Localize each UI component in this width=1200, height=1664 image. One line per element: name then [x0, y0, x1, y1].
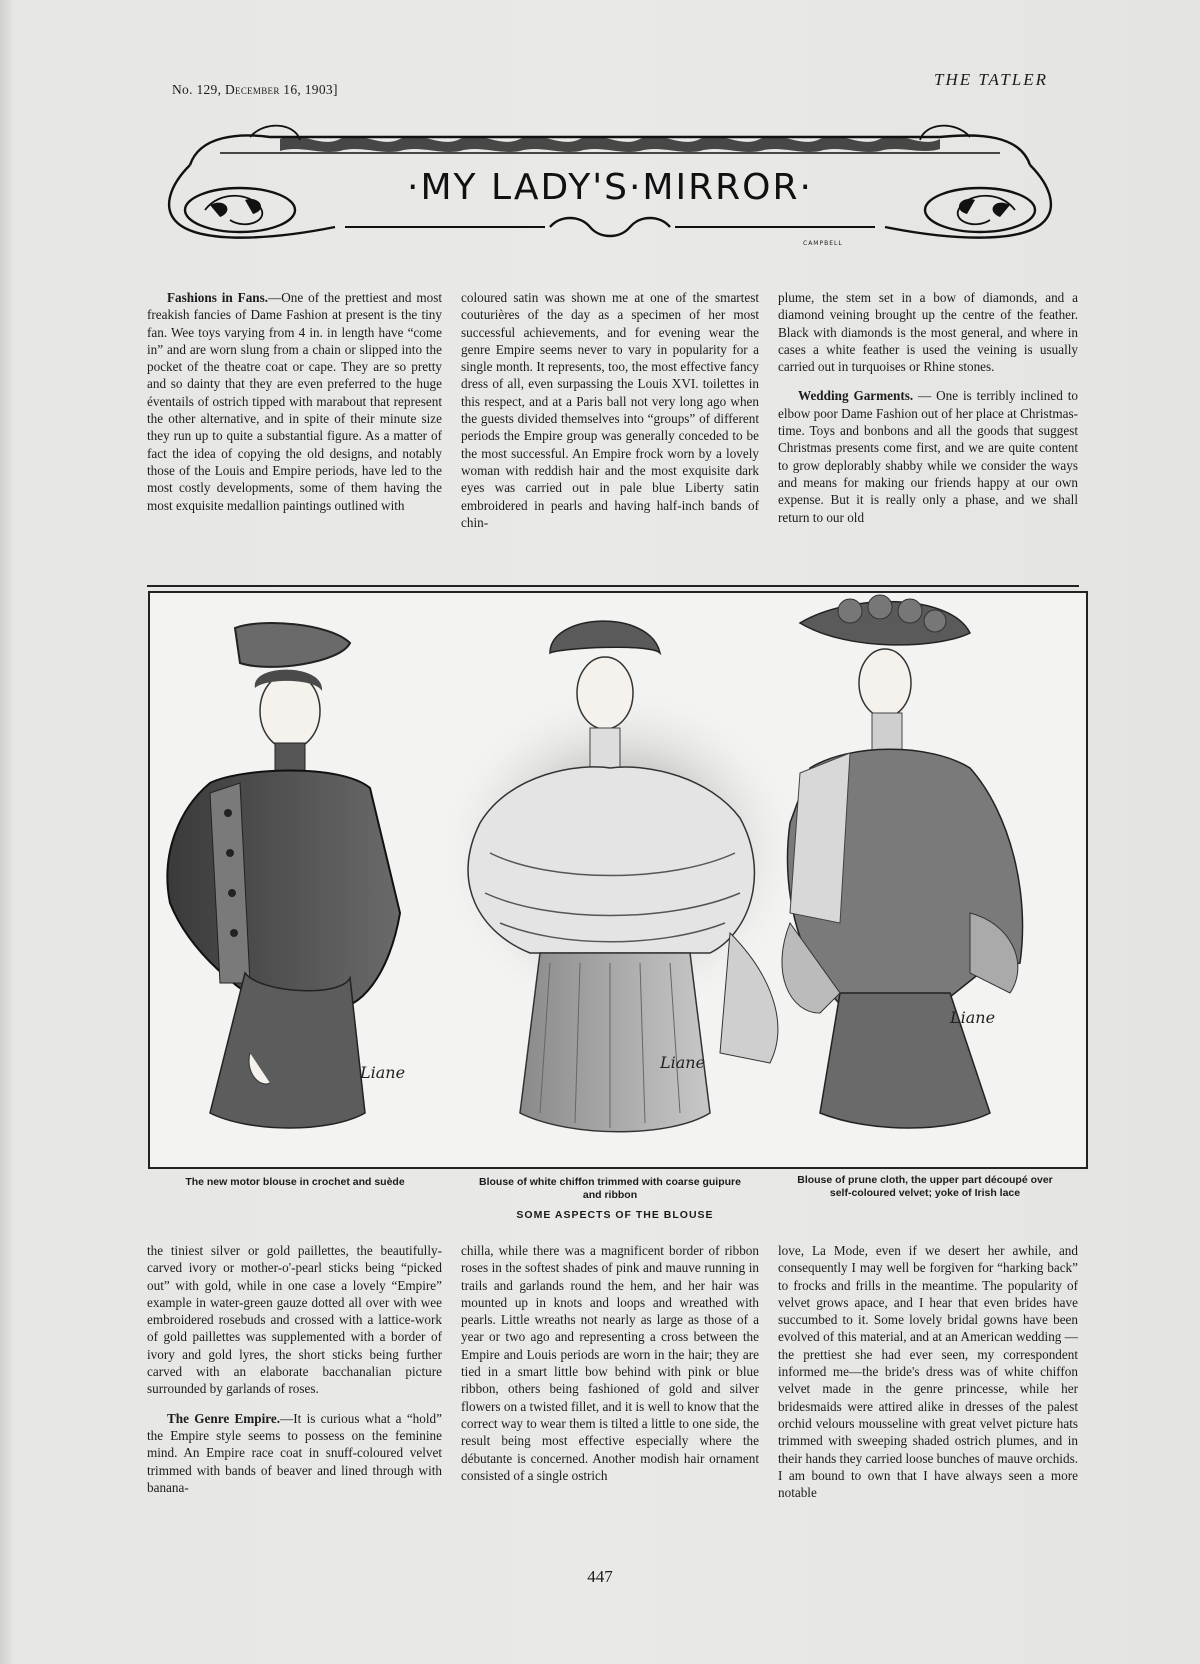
figure-motor-blouse	[167, 623, 400, 1128]
fashion-plate	[150, 593, 1086, 1167]
caption-right: Blouse of prune cloth, the upper part découpé over self-coloured velvet; yoke of Irish lace	[797, 1174, 1053, 1199]
paragraph	[778, 289, 1078, 375]
figure-prune-blouse	[782, 595, 1023, 1128]
text-column-4	[147, 1242, 442, 1496]
caption-main: SOME ASPECTS OF THE BLOUSE	[516, 1209, 714, 1221]
section-banner	[150, 115, 1070, 260]
blouse-illustration	[148, 591, 1088, 1169]
paragraph-text: —One of the prettiest and most freakish fancies of Dame Fashion at present is the tiny fan. Wee toys varying from 4 in. in length have “come in” and are worn slung from a chain or slipped into the pocket of the theatre coat or cape. They are so pretty and so dainty that they are even preferred to the huge éventails of ostrich tipped with marabout that represent the other alternative, and in spite of their minute size they run up to quite a substantial figure. As a matter of fact the idea of copying the old designs, and notably those of the Louis and Empire periods, have led to the most costly developments, some of them having the most exquisite medallion paintings outlined with	[147, 290, 442, 513]
text-column-2	[461, 289, 759, 531]
text-column-1	[147, 289, 442, 514]
paragraph	[147, 289, 442, 514]
paragraph-text: — One is terribly inclined to elbow poor Dame Fashion out of her place at Christmas-time. Toys and bonbons and all the goods that suggest Christmas presents come first, and we are quite content to grow deplorably shabby while we consider the ways and means for making our friends happy at our own expense. But it is really only a phase, and we shall return to our old	[778, 388, 1078, 525]
paragraph-text: chilla, while there was a magnificent border of ribbon roses in the softest shades of pink and mauve running in trails and garlands round the hem, and her hair was mounted up in knots and loops and wreathed with pearls. Little wreaths not nearly as large as those of a year or two ago and representing a cross between the Empire and Louis periods are worn in the hair; they are tied in a smart little bow behind with pink or blue ribbon, others being fashioned of gold and silver flowers on a twisted fillet, and it is well to know that the correct way to wear them is tilted a little to one side, the result being most effective especially where the débutante is concerned. Another modish hair ornament consisted of a single ostrich	[461, 1243, 759, 1483]
paragraph-text: the tiniest silver or gold paillettes, the beautifully-carved ivory or mother-o'-pearl sticks being “picked out” with gold, while in one case a lovely “Empire” example in water-green gauze dotted all over with wee embroidered rosebuds and crossed with a lattice-work of gold paillettes was supplemented with a border of ivory and gold lyres, the short sticks being further carved with an elaborate bacchanalian picture surrounded by garlands of roses.	[147, 1243, 442, 1397]
text-column-3	[778, 289, 1078, 526]
banner-title: ·MY LADY'S·MIRROR·	[407, 167, 813, 208]
caption-middle: Blouse of white chiffon trimmed with coarse guipure and ribbon	[479, 1176, 741, 1201]
magazine-name: THE TATLER	[934, 70, 1048, 89]
signature-3: Liane	[950, 1008, 996, 1027]
banner-artist: CAMPBELL	[803, 240, 843, 247]
issue-line	[172, 82, 338, 98]
figure-chiffon-blouse	[435, 621, 805, 1132]
paragraph	[461, 1242, 759, 1484]
paragraph	[461, 289, 759, 531]
text-column-5	[461, 1242, 759, 1484]
signature-1: Liane	[360, 1063, 406, 1082]
paragraph-lead: Fashions in Fans.	[167, 290, 269, 305]
paragraph-text: coloured satin was shown me at one of the smartest couturières of the day as a specimen of her most successful achievements, and for evening wear the genre Empire seems never to vary in popularity for a single month. It represents, too, the most effective fancy dress of all, even surpassing the Louis XVI. toilettes in this respect, and at a Paris ball not very long ago when the guests divided themselves into “groups” of different periods the Empire group was generally conceded to be the most successful. An Empire frock worn by a lovely woman with reddish hair and the most exquisite dark eyes was carried out in pale blue Liberty satin embroidered in pearls and having half-inch bands of chin-	[461, 290, 759, 530]
paragraph-lead: Wedding Garments.	[798, 388, 914, 404]
issue-number: No. 129,	[172, 82, 222, 97]
page-number: 447	[587, 1567, 613, 1586]
paragraph-text: —It is curious what a “hold” the Empire style seems to possess on the feminine mind. An Empire race coat in snuff-coloured velvet trimmed with bands of beaver and lined through with banana-	[147, 1410, 442, 1495]
issue-date: December 16, 1903]	[224, 82, 338, 97]
paragraph-text: plume, the stem set in a bow of diamonds, and a diamond veining brought up the centre of the feather. Black with diamonds is the most general, and where in cases a white feather is used the veining is usually carried out in turquoises or Rhine stones.	[778, 290, 1078, 375]
paragraph	[147, 1410, 442, 1496]
paragraph-text: love, La Mode, even if we desert her awhile, and consequently I may well be forgiven for “harking back” to frocks and frills in the meantime. The popularity of velvet grows apace, and I hear that even brides have succumbed to it. Some lovely bridal gowns have been evolved of this material, and at an American wedding —the prettiest she had ever seen, my correspondent informed me—the bride's dress was of white chiffon velvet made in the genre princesse, while her bridesmaids were attired alike in dresses of the palest orchid velours mousseline with great velvet picture hats trimmed with sweeping shaded ostrich plumes, and in their hands they carried loose bunches of mauve orchids. I am bound to own that I have always seen a more notable	[778, 1243, 1078, 1501]
paragraph-lead: The Genre Empire.	[167, 1410, 281, 1426]
paragraph	[778, 1242, 1078, 1501]
caption-left: The new motor blouse in crochet and suède	[185, 1176, 405, 1188]
text-column-6	[778, 1242, 1078, 1501]
illustration-top-rule	[147, 585, 1079, 587]
signature-2: Liane	[660, 1053, 706, 1072]
paragraph	[778, 387, 1078, 525]
paragraph	[147, 1242, 442, 1398]
